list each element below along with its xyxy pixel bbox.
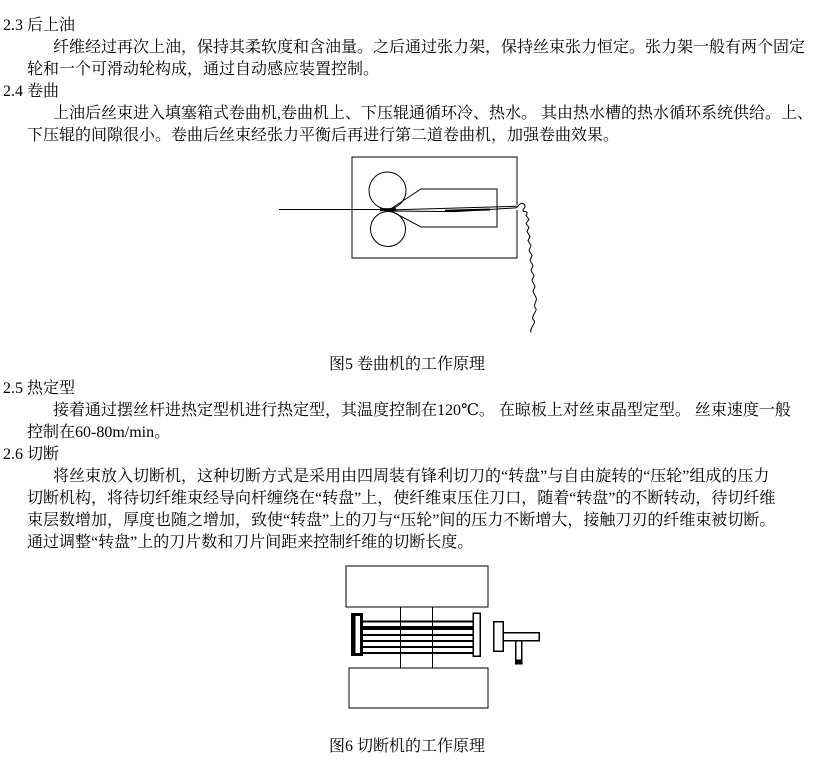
figure5-crimper-diagram xyxy=(268,148,552,346)
pressure-wheel xyxy=(494,622,504,652)
section-heading-2-4: 2.4 卷曲 xyxy=(3,83,60,100)
paragraph-line: 束层数增加，厚度也随之增加，致使“转盘”上的刀与“压轮”间的压力不断增大，接触刀刃的纤维束被切断。 xyxy=(27,512,776,529)
lower-press-block xyxy=(349,668,488,708)
paragraph-line: 接着通过摆丝杆进热定型机进行热定型，其温度控制在120℃。 在晾板上对丝束晶型定型。 丝束速度一般 xyxy=(53,402,791,419)
figure5-caption: 图5 卷曲机的工作原理 xyxy=(328,356,485,373)
left-clamp-slot xyxy=(356,616,361,653)
tow-strand-thick xyxy=(445,210,490,211)
upper-press-block xyxy=(346,566,488,607)
pressure-pin-tip xyxy=(516,660,522,664)
paragraph-line: 上油后丝束进入填塞箱式卷曲机,卷曲机上、下压辊通循环冷、热水。 其由热水槽的热水循环系统供给。上、 xyxy=(53,105,814,122)
paragraph-line: 切断机构，将待切纤维束经导向杆缠绕在“转盘”上，使纤维束压住刀口，随着“转盘”的不断转动，待切纤维 xyxy=(27,490,776,507)
paragraph-line: 下压辊的间隙很小。卷曲后丝束经张力平衡后再进行第二道卷曲机，加强卷曲效果。 xyxy=(27,127,620,144)
top-roller xyxy=(369,172,406,209)
paragraph-line: 轮和一个可滑动轮构成，通过自动感应装置控制。 xyxy=(27,61,380,78)
figure6-caption: 图6 切断机的工作原理 xyxy=(328,738,485,755)
pressure-arm xyxy=(503,633,539,641)
figure6-cutter-diagram xyxy=(340,560,552,712)
right-clamp-bar xyxy=(473,613,480,656)
section-heading-2-5: 2.5 热定型 xyxy=(3,380,76,397)
section-heading-2-6: 2.6 切断 xyxy=(3,446,60,463)
bottom-roller xyxy=(371,212,406,247)
paragraph-line: 通过调整“转盘”上的刀片数和刀片间距来控制纤维的切断长度。 xyxy=(27,534,474,551)
paragraph-line: 控制在60-80m/min。 xyxy=(27,424,171,441)
paragraph-line: 纤维经过再次上油，保持其柔软度和含油量。之后通过张力架，保持丝束张力恒定。张力架一般有两个固定 xyxy=(53,39,806,56)
crimped-tow-wave xyxy=(517,203,536,332)
section-heading-2-3: 2.3 后上油 xyxy=(3,17,76,34)
paragraph-line: 将丝束放入切断机，这种切断方式是采用由四周装有锋利切刀的“转盘”与自由旋转的“压轮”组成的压力 xyxy=(53,468,770,485)
